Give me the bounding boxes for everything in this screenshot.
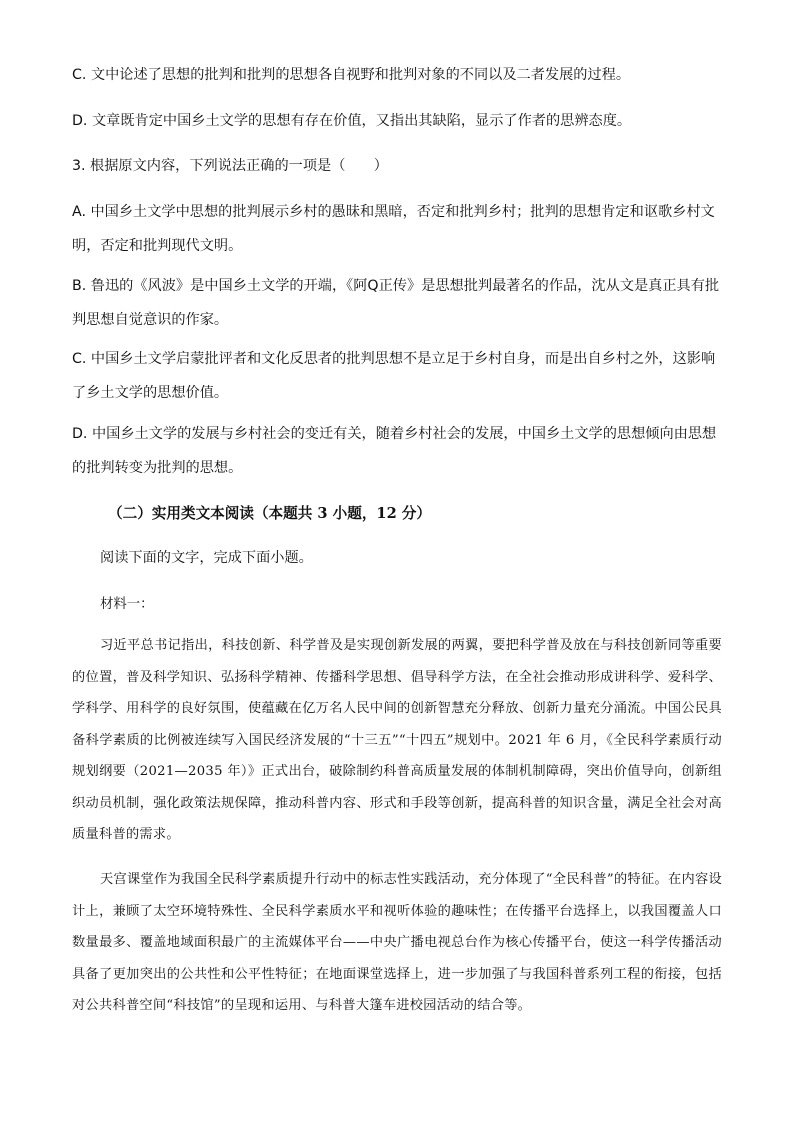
question-3-option-d: D. 中国乡土文学的发展与乡村社会的变迁有关，随着乡村社会的发展，中国乡土文学的思想倾向由思想的批判转变为批判的思想。 <box>72 426 717 476</box>
option-c-q2: C. 文中论述了思想的批判和批判的思想各自视野和批判对象的不同以及二者发展的过程。 <box>72 67 631 83</box>
question-3-option-b: B. 鲁迅的《风波》是中国乡土文学的开端，《阿Q正传》是思想批判最著名的作品，沈从文是真正具有批判思想自觉意识的作家。 <box>72 278 720 328</box>
question-3-option-c: C. 中国乡土文学启蒙批评者和文化反思者的批判思想不是立足于乡村自身，而是出自乡村之外，这影响了乡土文学的思想价值。 <box>72 351 716 401</box>
material-label: 材料一： <box>100 597 154 612</box>
option-d-q2: D. 文章既肯定中国乡土文学的思想有存在价值，又指出其缺陷，显示了作者的思辨态度。 <box>72 113 632 129</box>
material-paragraph-2: 天宫课堂作为我国全民科学素质提升行动中的标志性实践活动，充分体现了“全民科普”的特征。在内容设计上，兼顾了太空环境特殊性、全民科学素质水平和视听体验的趣味性；在传播平台选择上，以我国覆盖人口数量最多、覆盖地域面积最广的主流媒体平台——中央广播电视总台作为核心传播平台，使这一科学传播活动具备了更加突出的公共性和公平性特征；在地面课堂选择上，进一步加强了与我国科普系列工程的衔接，包括对公共科普空间“科技馆”的呈现和运用、与科普大篷车进校园活动的结合等。 <box>72 872 722 1013</box>
question-3-stem: 3. 根据原文内容，下列说法正确的一项是（ ） <box>72 158 388 174</box>
question-3-option-a: A. 中国乡土文学中思想的批判展示乡村的愚昧和黑暗，否定和批判乡村；批判的思想肯定和讴歌乡村文明，否定和批判现代文明。 <box>72 204 715 254</box>
section-heading: （二）实用类文本阅读（本题共 3 小题，12 分） <box>108 505 431 522</box>
instruction-text: 阅读下面的文字，完成下面小题。 <box>100 550 313 566</box>
material-paragraph-1: 习近平总书记指出，科技创新、科学普及是实现创新发展的两翼，要把科学普及放在与科技创新同等重要的位置，普及科学知识、弘扬科学精神、传播科学思想、倡导科学方法，在全社会推动形成讲科学、爱科学、学科学、用科学的良好氛围，使蕴藏在亿万名人民中间的创新智慧充分释放、创新力量充分涌流。中国公民具备科学素质的比例被连续写入国民经济发展的“十三五”“十四五”规划中。2021 年 6 月，《全民科学素质行动规划纲要（2021—2035 年）》正式出台，破除制约科普高质量发展的体制机制障碍，突出价值导向，创新组织动员机制，强化政策法规保障，推动科普内容、形式和手段等创新，提高科普的知识含量，满足全社会对高质量科普的需求。 <box>72 638 722 842</box>
